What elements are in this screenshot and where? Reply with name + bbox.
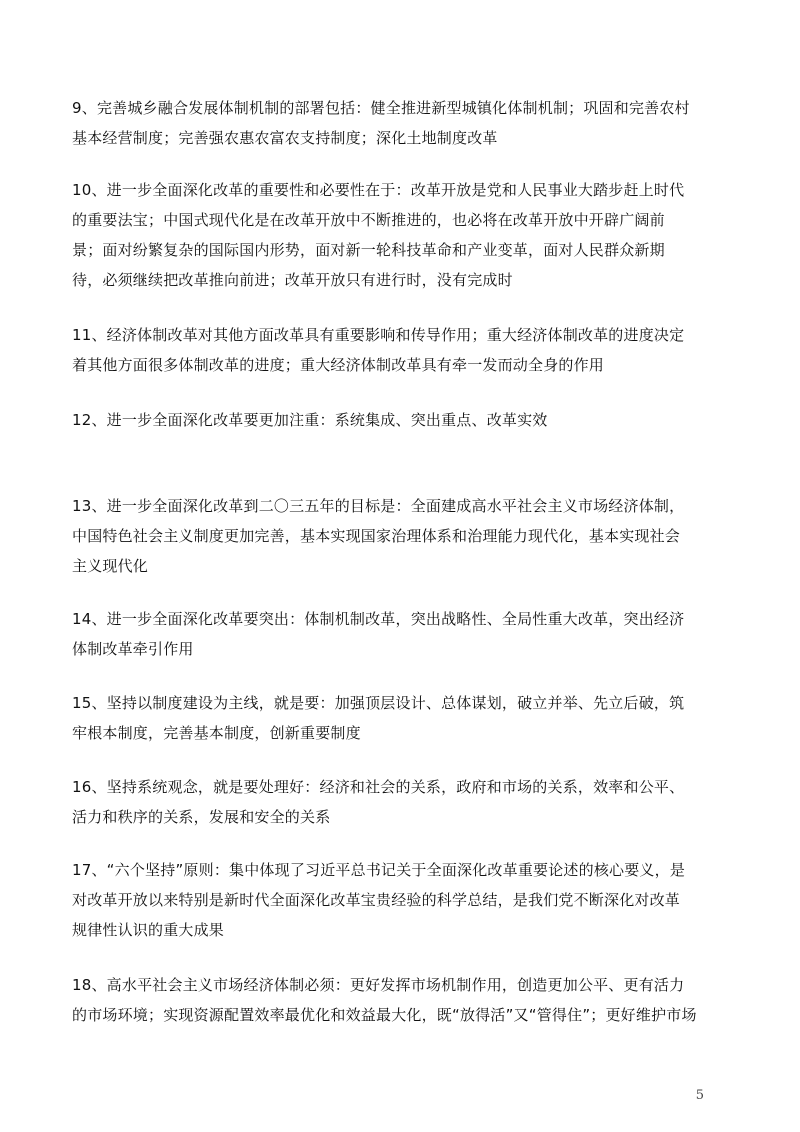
list-item-14 — [72, 604, 732, 664]
text-line: 牢根本制度，完善基本制度，创新重要制度 — [72, 724, 361, 742]
text-line: 待，必须继续把改革推向前进；改革开放只有进行时，没有完成时 — [72, 271, 513, 289]
text-line: 16、坚持系统观念，就是要处理好：经济和社会的关系，政府和市场的关系，效率和公平、 — [72, 778, 685, 796]
text-line: 12、进一步全面深化改革要更加注重：系统集成、突出重点、改革实效 — [72, 411, 548, 429]
text-line: 景；面对纷繁复杂的国际国内形势，面对新一轮科技革命和产业变革，面对人民群众新期 — [72, 241, 665, 259]
text-line: 15、坚持以制度建设为主线，就是要：加强顶层设计、总体谋划，破立并举、先立后破，筑 — [72, 694, 685, 712]
text-line: 13、进一步全面深化改革到二〇三五年的目标是：全面建成高水平社会主义市场经济体制， — [72, 497, 685, 515]
list-item-16 — [72, 772, 732, 832]
list-item-12 — [72, 405, 732, 435]
list-item-17 — [72, 855, 732, 945]
text-line: 11、经济体制改革对其他方面改革具有重要影响和传导作用；重大经济体制改革的进度决定 — [72, 326, 685, 344]
text-line: 活力和秩序的关系，发展和安全的关系 — [72, 808, 331, 826]
text-line: 10、进一步全面深化改革的重要性和必要性在于：改革开放是党和人民事业大踏步赶上时代 — [72, 181, 685, 199]
text-line: 17、“六个坚持”原则：集中体现了习近平总书记关于全面深化改革重要论述的核心要义，是 — [72, 861, 686, 879]
list-item-9 — [72, 93, 732, 153]
text-line: 基本经营制度；完善强农惠农富农支持制度；深化土地制度改革 — [72, 129, 498, 147]
text-line: 14、进一步全面深化改革要突出：体制机制改革，突出战略性、全局性重大改革，突出经济 — [72, 610, 685, 628]
list-item-11 — [72, 320, 732, 380]
text-line: 对改革开放以来特别是新时代全面深化改革宝贵经验的科学总结，是我们党不断深化对改革 — [72, 891, 681, 909]
page-number: 5 — [695, 1088, 704, 1103]
text-line: 主义现代化 — [72, 557, 149, 575]
text-line: 的市场环境；实现资源配置效率最优化和效益最大化，既“放得活”又“管得住”；更好维护市场 — [72, 1006, 697, 1024]
text-line: 9、完善城乡融合发展体制机制的部署包括：健全推进新型城镇化体制机制；巩固和完善农村 — [72, 99, 690, 117]
list-item-18 — [72, 970, 732, 1030]
text-line: 体制改革牵引作用 — [72, 640, 194, 658]
text-line: 规律性认识的重大成果 — [72, 921, 225, 939]
text-line: 着其他方面很多体制改革的进度；重大经济体制改革具有牵一发而动全身的作用 — [72, 356, 605, 374]
text-line: 18、高水平社会主义市场经济体制必须：更好发挥市场机制作用，创造更加公平、更有活力 — [72, 976, 685, 994]
list-item-15 — [72, 688, 732, 748]
text-line: 中国特色社会主义制度更加完善，基本实现国家治理体系和治理能力现代化，基本实现社会 — [72, 527, 681, 545]
list-item-10 — [72, 175, 732, 295]
list-item-13 — [72, 491, 732, 581]
text-line: 的重要法宝；中国式现代化是在改革开放中不断推进的，也必将在改革开放中开辟广阔前 — [72, 211, 665, 229]
